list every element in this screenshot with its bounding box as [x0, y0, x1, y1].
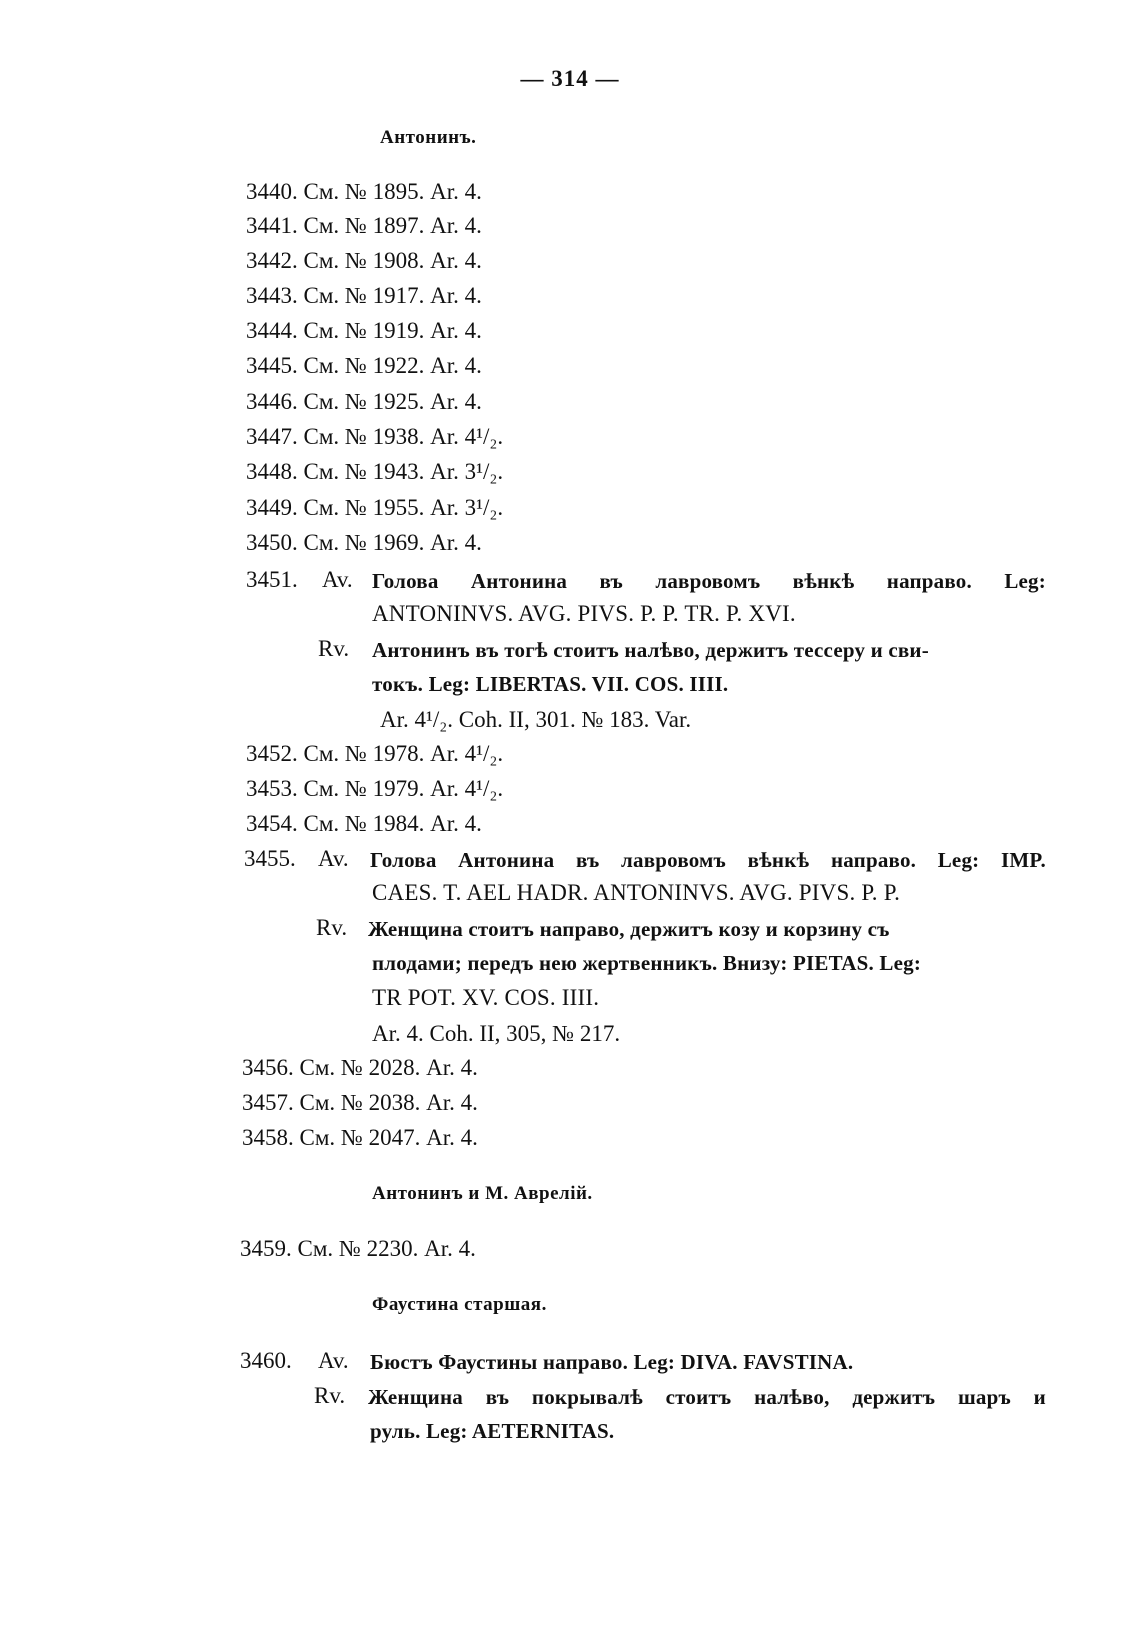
reverse-label: Rv.	[316, 915, 348, 940]
reverse-line: плодами; передъ нею жертвенникъ. Внизу: PIETAS. Leg:	[372, 951, 922, 975]
entry-line: 3456. См. № 2028. Ar. 4.	[242, 1055, 478, 1080]
entry-line: 3454. См. № 1984. Ar. 4.	[246, 811, 482, 836]
reverse-line: руль. Leg: AETERNITAS.	[370, 1419, 615, 1443]
entry-line: 3449. См. № 1955. Ar. 3¹/₂.	[246, 495, 504, 520]
page-number: — 314 —	[520, 66, 620, 91]
entry-line: 3446. См. № 1925. Ar. 4.	[246, 389, 482, 414]
coin-meta: Ar. 4. Coh. II, 305, № 217.	[372, 1021, 621, 1046]
obverse-legend: CAES. T. AEL HADR. ANTONINVS. AVG. PIVS. P. P.	[372, 880, 901, 905]
reverse-line: Антонинъ въ тогѣ стоитъ налѣво, держитъ тессеру и сви-	[372, 638, 929, 662]
section-heading-faustina: Фаустина старшая.	[372, 1294, 547, 1315]
entry-line: 3445. См. № 1922. Ar. 4.	[246, 353, 482, 378]
entry-line: 3457. См. № 2038. Ar. 4.	[242, 1090, 478, 1115]
entry-line: 3458. См. № 2047. Ar. 4.	[242, 1125, 478, 1150]
entry-line: 3441. См. № 1897. Ar. 4.	[246, 213, 482, 238]
obverse-line: Бюстъ Фаустины направо. Leg: DIVA. FAVSTINA.	[370, 1350, 854, 1374]
entry-number: 3460.	[240, 1348, 292, 1373]
entry-line: 3452. См. № 1978. Ar. 4¹/₂.	[246, 741, 504, 766]
entry-line: 3447. См. № 1938. Ar. 4¹/₂.	[246, 424, 504, 449]
section-heading-antoninus: Антонинъ.	[380, 127, 477, 148]
reverse-label: Rv.	[318, 636, 350, 661]
obverse-line: Голова Антонина въ лавровомъ вѣнкѣ направо. Leg:	[372, 569, 1046, 593]
entry-line: 3450. См. № 1969. Ar. 4.	[246, 530, 482, 555]
entry-line: 3443. См. № 1917. Ar. 4.	[246, 283, 482, 308]
entry-line: 3459. См. № 2230. Ar. 4.	[240, 1236, 476, 1261]
entry-number: 3455.	[244, 846, 296, 871]
entry-line: 3442. См. № 1908. Ar. 4.	[246, 248, 482, 273]
obverse-line: Голова Антонина въ лавровомъ вѣнкѣ направо. Leg: IMP.	[370, 848, 1046, 872]
obverse-label: Av.	[322, 567, 353, 592]
section-heading-antoninus-aurelius: Антонинъ и М. Аврелій.	[372, 1183, 593, 1204]
reverse-line: Женщина въ покрывалѣ стоитъ налѣво, держитъ шаръ и	[368, 1385, 1046, 1409]
reverse-label: Rv.	[314, 1383, 346, 1408]
entry-line: 3453. См. № 1979. Ar. 4¹/₂.	[246, 776, 504, 801]
reverse-line: токъ. Leg: LIBERTAS. VII. COS. IIII.	[372, 672, 729, 696]
coin-meta: Ar. 4¹/₂. Coh. II, 301. № 183. Var.	[380, 707, 692, 732]
reverse-line: Женщина стоитъ направо, держитъ козу и корзину съ	[368, 917, 890, 941]
obverse-legend: ANTONINVS. AVG. PIVS. P. P. TR. P. XVI.	[372, 601, 796, 626]
entry-line: 3444. См. № 1919. Ar. 4.	[246, 318, 482, 343]
entry-line: 3448. См. № 1943. Ar. 3¹/₂.	[246, 459, 504, 484]
entry-number: 3451.	[246, 567, 298, 592]
reverse-legend: TR POT. XV. COS. IIII.	[372, 985, 600, 1010]
obverse-label: Av.	[318, 1348, 349, 1373]
obverse-label: Av.	[318, 846, 349, 871]
entry-line: 3440. См. № 1895. Ar. 4.	[246, 179, 482, 204]
